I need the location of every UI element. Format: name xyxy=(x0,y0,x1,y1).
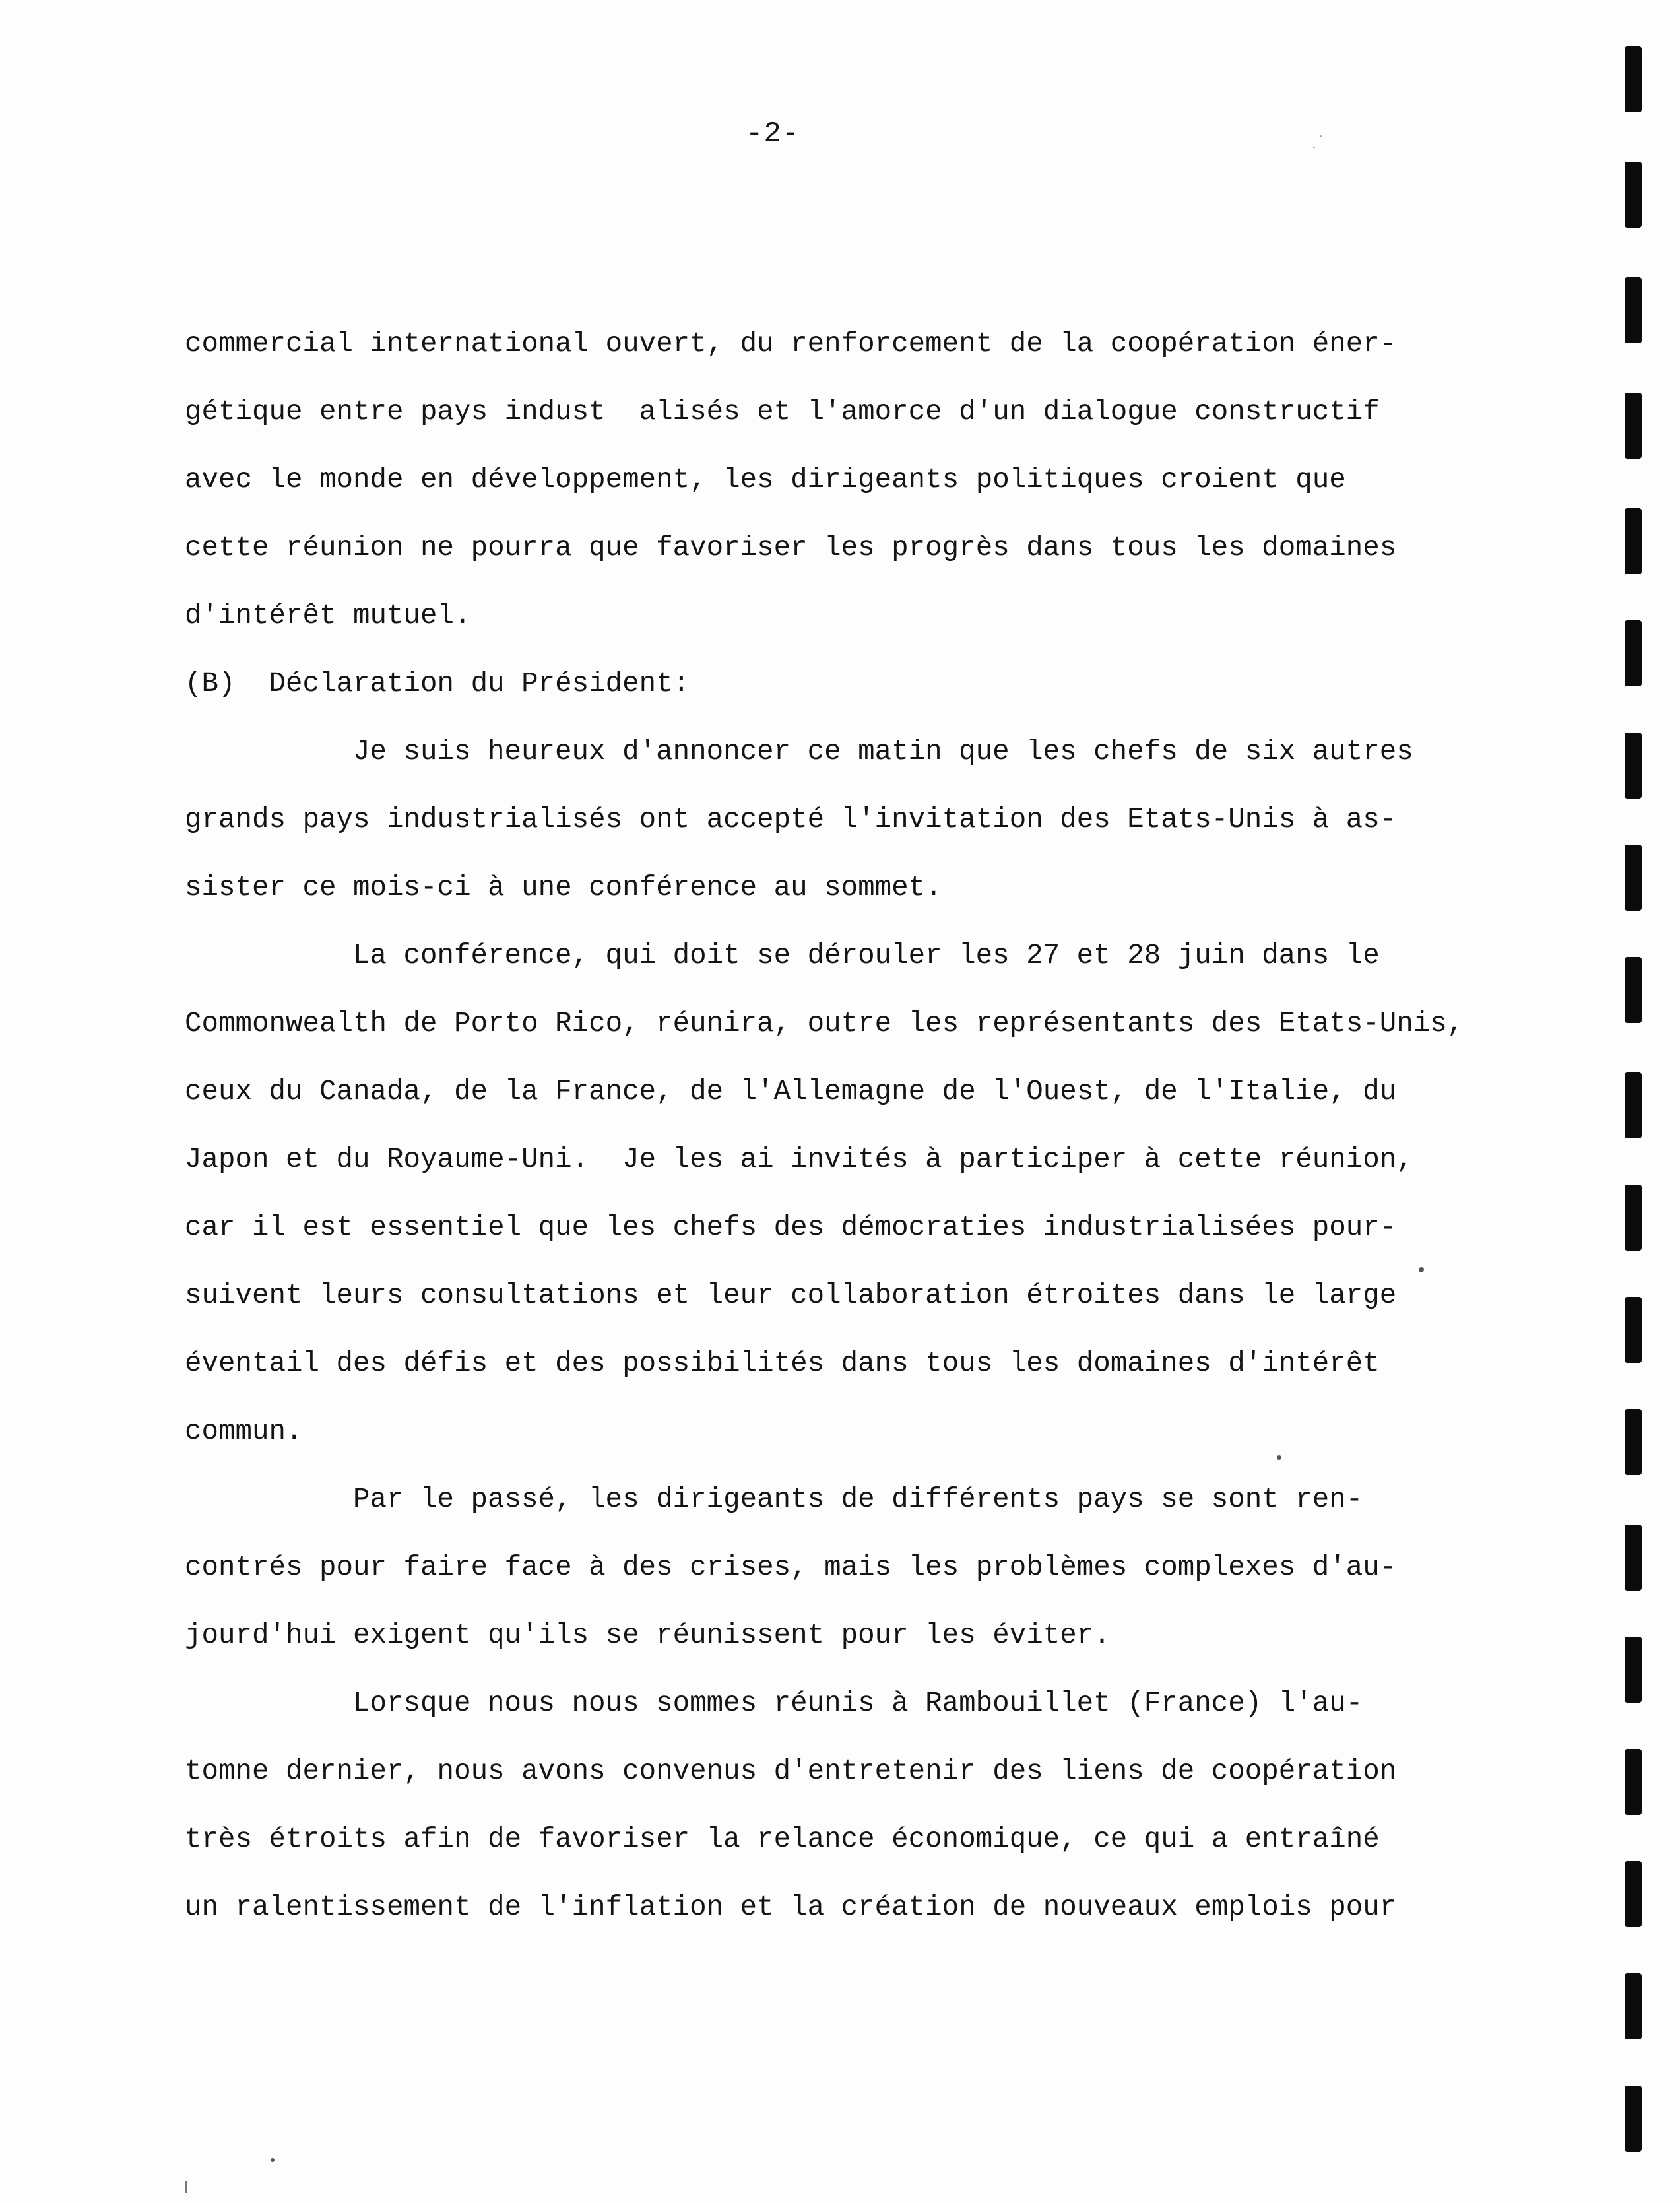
text-line: commercial international ouvert, du renforcement de la coopération éner- xyxy=(185,328,1397,360)
text-line: très étroits afin de favoriser la relance économique, ce qui a entraîné xyxy=(185,1824,1380,1855)
margin-mark xyxy=(1625,277,1642,343)
margin-mark xyxy=(1625,1861,1642,1927)
text-line: Japon et du Royaume-Uni. Je les ai invités à participer à cette réunion, xyxy=(185,1144,1413,1175)
margin-mark xyxy=(1625,620,1642,686)
margin-mark xyxy=(1625,1297,1642,1363)
scan-speck xyxy=(1320,135,1322,137)
margin-mark xyxy=(1625,733,1642,799)
text-line: grands pays industrialisés ont accepté l'invitation des Etats-Unis à as- xyxy=(185,804,1397,836)
text-line: Commonwealth de Porto Rico, réunira, outre les représentants des Etats-Unis, xyxy=(185,1008,1464,1039)
text-line: La conférence, qui doit se dérouler les 27 et 28 juin dans le xyxy=(353,940,1380,971)
scan-speck xyxy=(1277,1455,1281,1460)
text-line: ceux du Canada, de la France, de l'Allemagne de l'Ouest, de l'Italie, du xyxy=(185,1076,1397,1107)
margin-mark xyxy=(1625,162,1642,228)
body-text xyxy=(185,310,1478,1942)
margin-mark xyxy=(1625,393,1642,459)
text-line: Par le passé, les dirigeants de différents pays se sont ren- xyxy=(353,1484,1363,1515)
text-line: commun. xyxy=(185,1416,303,1447)
text-line: gétique entre pays indust alisés et l'amorce d'un dialogue constructif xyxy=(185,396,1380,428)
text-line: Lorsque nous nous sommes réunis à Rambouillet (France) l'au- xyxy=(353,1688,1363,1719)
margin-mark xyxy=(1625,1749,1642,1815)
scan-speck xyxy=(185,2181,187,2193)
text-line: avec le monde en développement, les dirigeants politiques croient que xyxy=(185,464,1346,496)
margin-mark xyxy=(1625,957,1642,1023)
margin-mark xyxy=(1625,2086,1642,2152)
text-line: sister ce mois-ci à une conférence au sommet. xyxy=(185,872,942,904)
text-line: contrés pour faire face à des crises, mais les problèmes complexes d'au- xyxy=(185,1552,1397,1583)
margin-mark xyxy=(1625,1072,1642,1138)
text-line: Je suis heureux d'annoncer ce matin que les chefs de six autres xyxy=(353,736,1413,768)
page-number: -2- xyxy=(746,117,800,150)
scan-speck xyxy=(1419,1267,1424,1272)
text-line: suivent leurs consultations et leur collaboration étroites dans le large xyxy=(185,1280,1397,1311)
margin-mark xyxy=(1625,508,1642,574)
text-line: car il est essentiel que les chefs des démocraties industrialisées pour- xyxy=(185,1212,1397,1243)
text-line: cette réunion ne pourra que favoriser les progrès dans tous les domaines xyxy=(185,532,1397,564)
scan-speck xyxy=(1313,147,1315,148)
margin-mark xyxy=(1625,1525,1642,1591)
margin-mark xyxy=(1625,1637,1642,1703)
margin-mark xyxy=(1625,1185,1642,1251)
text-line: d'intérêt mutuel. xyxy=(185,600,471,632)
margin-mark xyxy=(1625,46,1642,112)
scan-speck xyxy=(271,2158,275,2162)
text-line: éventail des défis et des possibilités dans tous les domaines d'intérêt xyxy=(185,1348,1380,1379)
margin-mark xyxy=(1625,1973,1642,2039)
margin-mark xyxy=(1625,845,1642,911)
text-line: un ralentissement de l'inflation et la création de nouveaux emplois pour xyxy=(185,1891,1397,1923)
text-line: jourd'hui exigent qu'ils se réunissent pour les éviter. xyxy=(185,1620,1111,1651)
margin-mark xyxy=(1625,1409,1642,1475)
section-heading: (B) Déclaration du Président: xyxy=(185,668,690,700)
text-line: tomne dernier, nous avons convenus d'entretenir des liens de coopération xyxy=(185,1756,1397,1787)
